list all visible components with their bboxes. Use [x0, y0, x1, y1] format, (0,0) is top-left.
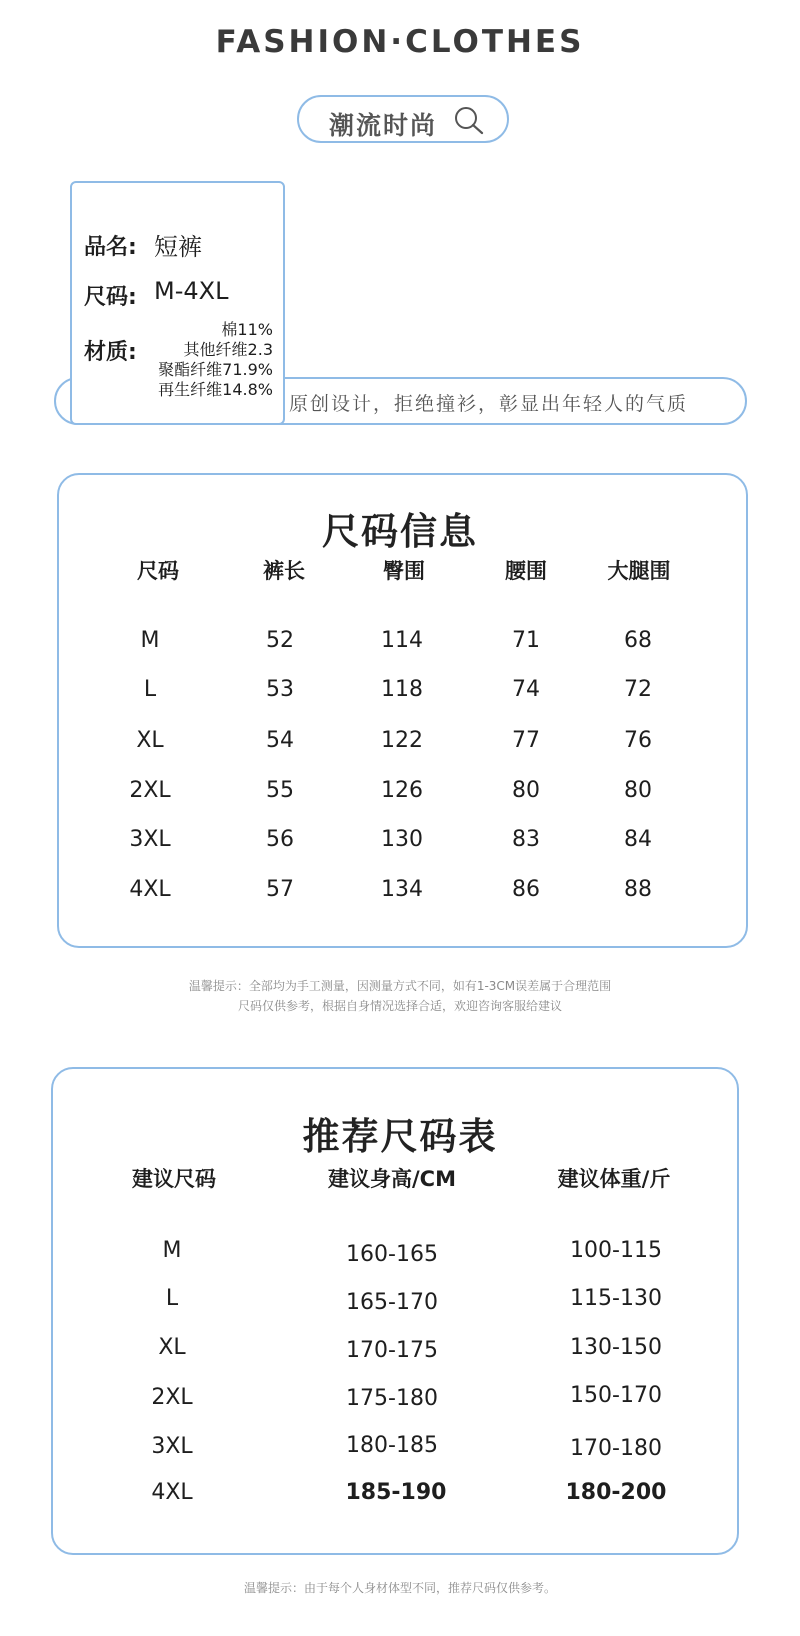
table-cell: 130-150	[570, 1335, 662, 1360]
size-label: 尺码:	[84, 285, 137, 310]
size-header: 尺码	[137, 559, 179, 583]
table-cell: XL	[136, 728, 164, 753]
size-info-title: 尺码信息	[322, 510, 478, 553]
table-cell: 180-185	[346, 1433, 438, 1458]
size-header: 臀围	[383, 559, 425, 583]
size-header: 腰围	[505, 559, 547, 583]
search-pill[interactable]	[297, 95, 509, 143]
material-label: 材质:	[84, 340, 137, 365]
material-item: 再生纤维14.8%	[158, 380, 273, 399]
table-cell: 74	[512, 677, 540, 702]
table-cell: 84	[624, 827, 652, 852]
material-item: 棉11%	[221, 320, 273, 339]
table-cell: 77	[512, 728, 540, 753]
recommend-header: 建议身高/CM	[328, 1167, 456, 1191]
table-cell: 170-180	[570, 1436, 662, 1461]
brand-title: FASHION·CLOTHES	[215, 24, 585, 60]
table-cell: 56	[266, 827, 294, 852]
search-icon	[453, 105, 485, 139]
table-cell: 114	[381, 628, 423, 653]
search-pill-label: 潮流时尚	[329, 111, 438, 140]
table-cell: 4XL	[151, 1480, 193, 1505]
table-cell: 55	[266, 778, 294, 803]
table-cell: 150-170	[570, 1383, 662, 1408]
recommend-header: 建议体重/斤	[557, 1167, 671, 1191]
size-header: 裤长	[263, 559, 305, 583]
size-header: 大腿围	[607, 559, 671, 583]
name-label: 品名:	[84, 235, 137, 260]
table-cell: 3XL	[151, 1434, 193, 1459]
table-cell: 130	[381, 827, 423, 852]
table-cell: M	[140, 628, 160, 653]
table-cell: 71	[512, 628, 540, 653]
table-cell: 134	[381, 877, 423, 902]
table-cell: XL	[158, 1335, 186, 1360]
material-item: 聚酯纤维71.9%	[158, 360, 273, 379]
table-cell: 53	[266, 677, 294, 702]
table-cell: 68	[624, 628, 652, 653]
table-cell: 118	[381, 677, 423, 702]
size-note-line: 温馨提示：全部均为手工测量，因测量方式不同，如有1-3CM误差属于合理范围	[188, 979, 612, 993]
table-cell: 160-165	[346, 1242, 438, 1267]
table-cell: 115-130	[570, 1286, 662, 1311]
table-cell: 86	[512, 877, 540, 902]
size-note-line: 尺码仅供参考，根据自身情况选择合适，欢迎咨询客服给建议	[237, 999, 562, 1013]
table-cell: 80	[624, 778, 652, 803]
table-cell: 126	[381, 778, 423, 803]
table-cell: 122	[381, 728, 423, 753]
table-cell: 3XL	[129, 827, 171, 852]
table-cell: 100-115	[570, 1238, 662, 1263]
table-cell: 2XL	[129, 778, 171, 803]
table-cell: 170-175	[346, 1338, 438, 1363]
table-cell: 185-190	[345, 1480, 447, 1505]
table-cell: 83	[512, 827, 540, 852]
product-info-card	[70, 181, 285, 425]
table-cell: 76	[624, 728, 652, 753]
table-cell: 4XL	[129, 877, 171, 902]
table-cell: 165-170	[346, 1290, 438, 1315]
table-cell: M	[162, 1238, 182, 1263]
table-cell: 88	[624, 877, 652, 902]
table-cell: 175-180	[346, 1386, 438, 1411]
table-cell: 54	[266, 728, 294, 753]
recommend-header: 建议尺码	[132, 1167, 216, 1191]
size-value: M-4XL	[154, 277, 229, 305]
table-cell: L	[143, 677, 157, 702]
material-item: 其他纤维2.3	[183, 340, 273, 359]
recommend-title: 推荐尺码表	[302, 1115, 498, 1158]
slogan-text: 原创设计，拒绝撞衫，彰显出年轻人的气质	[289, 393, 689, 415]
recommend-note: 温馨提示：由于每个人身材体型不同，推荐尺码仅供参考。	[243, 1581, 556, 1595]
size-note	[0, 976, 800, 1016]
name-value: 短裤	[154, 233, 202, 261]
table-cell: 80	[512, 778, 540, 803]
table-cell: 72	[624, 677, 652, 702]
table-cell: 180-200	[565, 1480, 667, 1505]
table-cell: L	[165, 1286, 179, 1311]
table-cell: 57	[266, 877, 294, 902]
table-cell: 2XL	[151, 1385, 193, 1410]
table-cell: 52	[266, 628, 294, 653]
